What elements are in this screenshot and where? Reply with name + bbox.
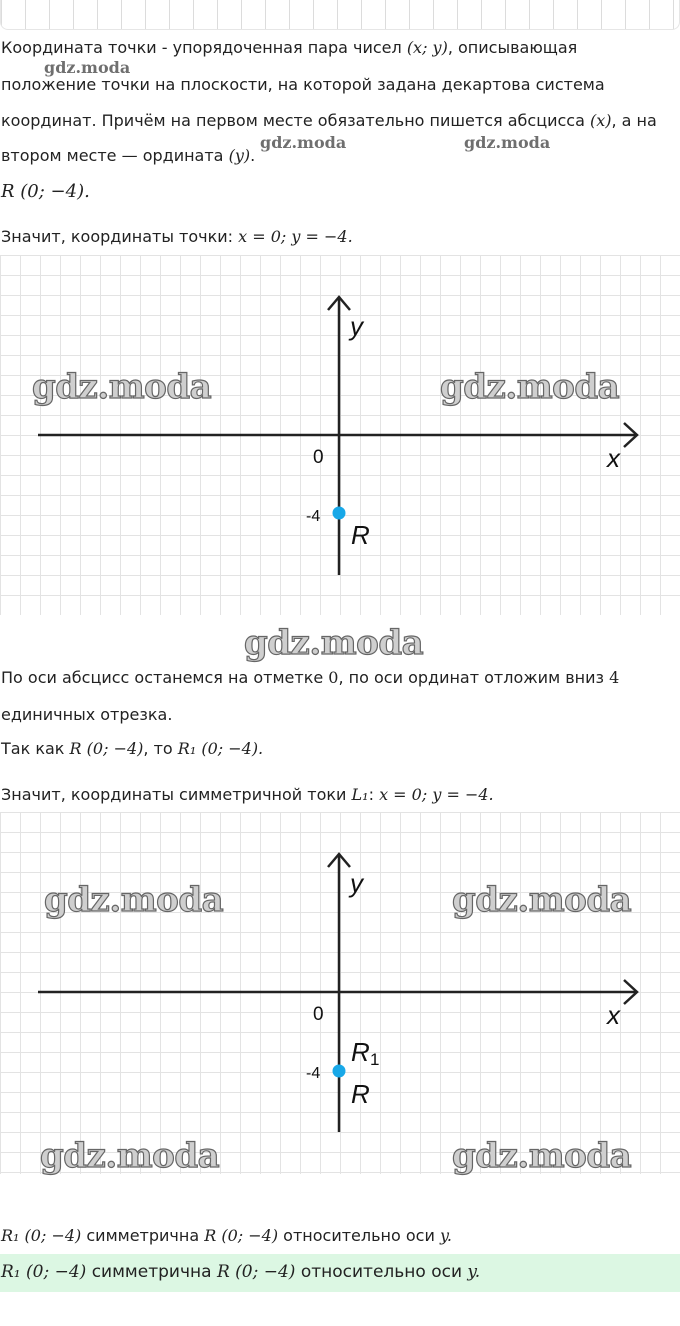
text-ans-d: относительно оси xyxy=(295,1262,468,1282)
watermark-big-6: gdz.moda xyxy=(40,1136,220,1176)
text-line-1 xyxy=(1,38,577,57)
text-line-3 xyxy=(1,111,657,130)
math-y: (y) xyxy=(228,146,251,165)
top-grid-strip xyxy=(0,0,680,30)
watermark-big-1: gdz.moda xyxy=(32,367,212,407)
x-axis-label-2: x xyxy=(607,1000,620,1030)
text-l4a: втором месте — ордината xyxy=(1,146,229,165)
math-R: R (0; −4) xyxy=(69,739,144,758)
point-R1-subscript: 1 xyxy=(370,1050,380,1069)
point-R-label-2: R xyxy=(351,1079,370,1109)
y-axis-label-2: y xyxy=(350,868,363,898)
text-l10b: : xyxy=(368,785,380,804)
math-R-conc: R (0; −4) xyxy=(204,1226,279,1245)
origin-label-2: 0 xyxy=(313,1004,324,1025)
text-l1a: Координата точки - упорядоченная пара чисел xyxy=(1,38,407,57)
watermark-big-5: gdz.moda xyxy=(452,880,632,920)
math-xy: (x; y) xyxy=(406,38,448,57)
point-R-1 xyxy=(333,507,346,520)
tick-label-minus4-2: -4 xyxy=(306,1065,321,1082)
math-zero: 0 xyxy=(328,668,339,687)
text-l11d: относительно оси xyxy=(278,1226,440,1245)
text-line-8: единичных отрезка. xyxy=(1,705,173,724)
math-coords-2: x = 0; y = −4. xyxy=(379,785,494,804)
text-line-7 xyxy=(1,668,619,687)
coordinate-plane-2 xyxy=(0,812,680,1174)
text-ans-b: симметрична xyxy=(86,1262,217,1282)
text-l11b: симметрична xyxy=(81,1226,205,1245)
text-l4b: . xyxy=(250,146,256,165)
watermark-small-2: gdz.moda xyxy=(260,133,347,152)
text-line-6 xyxy=(1,227,353,246)
text-l7b: , по оси ординат отложим вниз xyxy=(338,668,610,687)
y-axis-label-1: y xyxy=(350,311,363,341)
text-l7a: По оси абсцисс останемся на отметке xyxy=(1,668,329,687)
math-R1: R₁ (0; −4). xyxy=(177,739,264,758)
text-line-5: R (0; −4). xyxy=(1,181,90,202)
point-R1-label: R xyxy=(351,1037,370,1067)
math-coords-1: x = 0; y = −4. xyxy=(238,227,353,246)
math-R1-answer: R₁ (0; −4) xyxy=(1,1262,87,1282)
text-l3b: , а на xyxy=(611,111,657,130)
math-y-answer: y. xyxy=(467,1262,481,1282)
text-l1b: , описывающая xyxy=(447,38,578,57)
watermark-big-4: gdz.moda xyxy=(44,880,224,920)
tick-label-minus4-1: -4 xyxy=(306,508,321,525)
math-R1-conc: R₁ (0; −4) xyxy=(1,1226,82,1245)
coordinate-plane-1 xyxy=(0,255,680,615)
watermark-big-3: gdz.moda xyxy=(244,623,424,663)
math-x: (x) xyxy=(589,111,612,130)
watermark-big-7: gdz.moda xyxy=(452,1136,632,1176)
text-line-9 xyxy=(1,739,263,758)
watermark-big-2: gdz.moda xyxy=(440,367,620,407)
origin-label-1: 0 xyxy=(313,447,324,468)
text-line-2: положение точки на плоскости, на которой задана декартова система xyxy=(1,75,605,94)
math-L1: L₁ xyxy=(351,785,369,804)
watermark-small-1: gdz.moda xyxy=(44,58,131,77)
text-line-4 xyxy=(1,146,255,165)
math-four: 4 xyxy=(609,668,620,687)
math-R-answer: R (0; −4) xyxy=(216,1262,296,1282)
coordinate-plane-1-svg xyxy=(0,255,680,615)
coordinate-plane-2-svg xyxy=(0,812,680,1174)
watermark-small-3: gdz.moda xyxy=(464,133,551,152)
text-l10a: Значит, координаты симметричной токи xyxy=(1,785,352,804)
x-axis-label-1: x xyxy=(607,443,620,473)
text-l6a: Значит, координаты точки: xyxy=(1,227,239,246)
text-l9a: Так как xyxy=(1,739,70,758)
answer-line xyxy=(1,1262,480,1282)
text-l3a: координат. Причём на первом месте обязательно пишется абсцисса xyxy=(1,111,590,130)
text-line-11 xyxy=(1,1226,452,1245)
point-R-label-1: R xyxy=(351,520,370,550)
text-line-10 xyxy=(1,785,494,804)
math-y-conc: y. xyxy=(439,1226,452,1245)
text-l9b: , то xyxy=(143,739,178,758)
point-R-2 xyxy=(333,1065,346,1078)
